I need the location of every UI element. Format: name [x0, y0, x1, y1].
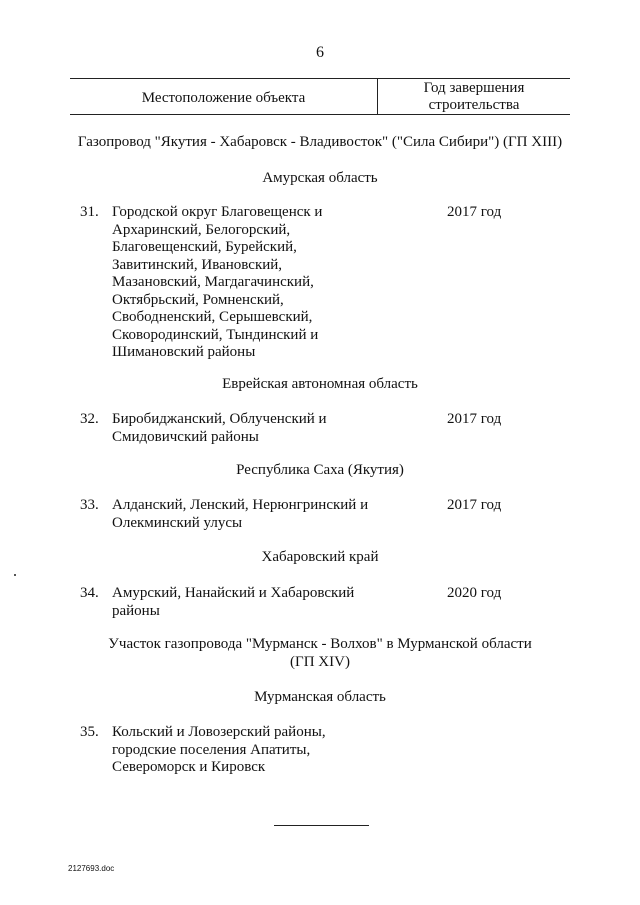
closing-rule	[274, 825, 369, 826]
region-title: Хабаровский край	[261, 549, 379, 565]
item-line: Октябрьский, Ромненский,	[112, 291, 284, 308]
item-line: Алданский, Ленский, Нерюнгринский и	[112, 497, 369, 513]
item-line: городские поселения Апатиты,	[112, 741, 311, 758]
item-line: Архаринский, Белогорский,	[112, 221, 291, 238]
item-year: 2017 год	[447, 497, 502, 513]
region-title: Амурская область	[262, 170, 378, 186]
item-number: 34.	[80, 585, 99, 601]
item-line: Биробиджанский, Облученский и	[112, 411, 327, 427]
item-year: 2020 год	[447, 585, 502, 601]
item-line: районы	[112, 602, 160, 619]
item-number: 35.	[80, 724, 99, 740]
item-description	[112, 204, 412, 362]
item-line: Амурский, Нанайский и Хабаровский	[112, 585, 355, 601]
pipeline-title	[60, 636, 580, 671]
item-description	[112, 724, 412, 777]
item-description	[112, 497, 442, 532]
page-number: 6	[316, 44, 324, 61]
item-line: Североморск и Кировск	[112, 759, 266, 775]
item-number: 33.	[80, 497, 99, 513]
item-line: Смидовичский районы	[112, 428, 259, 445]
region-title: Республика Саха (Якутия)	[236, 462, 404, 478]
pipeline-title: Газопровод "Якутия - Хабаровск - Владивосток" ("Сила Сибири") (ГП XIII)	[77, 134, 563, 150]
header-top-rule	[70, 78, 570, 79]
item-year: 2017 год	[447, 204, 502, 220]
item-line: Кольский и Ловозерский районы,	[112, 724, 326, 740]
document-id: 2127693.doc	[68, 864, 115, 873]
item-line: Олекминский улусы	[112, 514, 243, 531]
item-description	[112, 585, 442, 620]
item-line: Сковородинский, Тындинский и	[112, 326, 319, 343]
item-line: Завитинский, Ивановский,	[112, 256, 283, 273]
item-year: 2017 год	[447, 411, 502, 427]
header-location: Местоположение объекта	[141, 90, 306, 106]
pipeline-title-line: (ГП XIV)	[290, 653, 350, 670]
header-year-line-1: Год завершения	[423, 80, 525, 96]
item-number: 31.	[80, 204, 99, 220]
item-line: Шимановский районы	[112, 344, 256, 360]
item-line: Мазановский, Магдагачинский,	[112, 274, 314, 290]
item-number: 32.	[80, 411, 99, 427]
item-line: Благовещенский, Бурейский,	[112, 239, 297, 255]
region-title: Мурманская область	[254, 689, 386, 705]
item-description	[112, 411, 412, 446]
scan-speck	[14, 574, 16, 576]
region-title: Еврейская автономная область	[222, 376, 418, 392]
pipeline-title-line: Участок газопровода "Мурманск - Волхов" в Мурманской области	[108, 636, 532, 652]
header-year-line-2: строительства	[428, 97, 520, 113]
item-line: Свободненский, Серышевский,	[112, 309, 313, 325]
item-line: Городской округ Благовещенск и	[112, 204, 323, 220]
